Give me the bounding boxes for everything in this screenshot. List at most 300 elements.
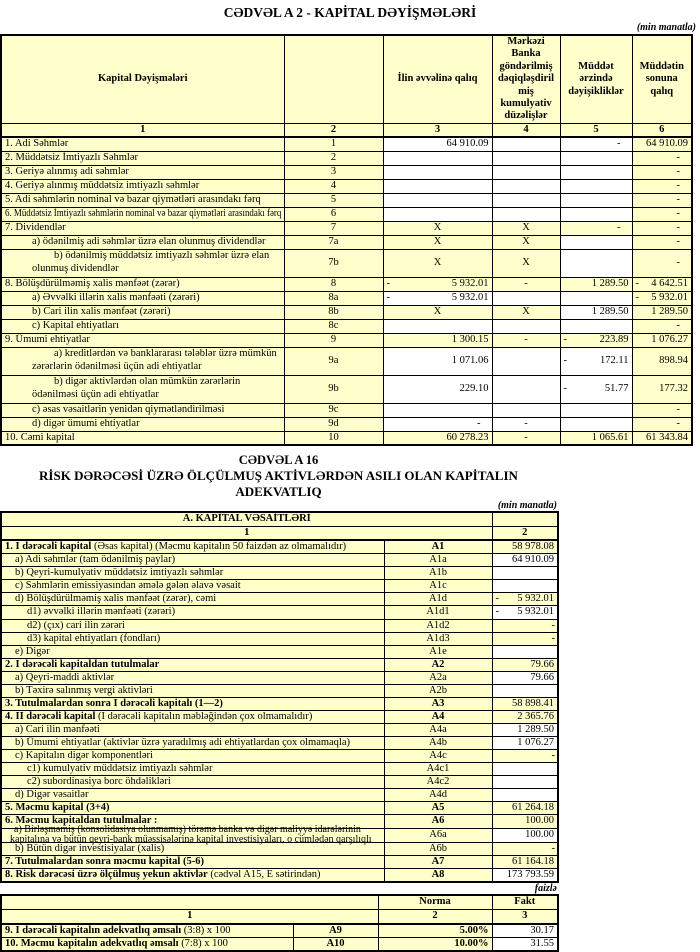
table-row	[1, 828, 558, 842]
amount: 223.89	[599, 334, 629, 346]
value-cell-amount[interactable]: 64 910.09	[492, 554, 558, 567]
row-code-cell: A4c2	[384, 776, 492, 789]
value-cell-col4: -	[492, 277, 560, 291]
value-cell-amount[interactable]	[492, 776, 558, 789]
row-code-cell: A7	[384, 855, 492, 868]
value-cell-amount[interactable]: 1 289.50	[492, 724, 558, 737]
table-row	[1, 207, 692, 221]
table-row	[1, 165, 692, 179]
value-cell-amount: -	[492, 842, 558, 855]
row-label-text: 2. Müddətsiz İmtiyazlı Səhmlər	[5, 152, 138, 164]
row-code-cell: A8	[384, 868, 492, 882]
row-label-text: 6. Məcmu kapitaldan tutulmalar :	[5, 815, 158, 827]
row-number-cell: 2	[284, 151, 383, 165]
value-cell-col4[interactable]	[492, 403, 560, 417]
row-label-text: b) Bütün digər investisiyalar (xalis)	[15, 842, 165, 854]
value-cell-col6: -	[632, 151, 692, 165]
value-cell-col4[interactable]	[492, 179, 560, 193]
table-row	[1, 868, 558, 882]
value-cell-amount: 61 164.18	[492, 855, 558, 868]
row-code-cell: A4	[384, 710, 492, 723]
value-cell-col5[interactable]	[560, 417, 632, 431]
row-number-cell: 10	[284, 431, 383, 445]
row-label-cell	[1, 305, 284, 319]
header-empty	[1, 895, 378, 910]
row-label-cell	[1, 710, 384, 723]
table-row	[1, 193, 692, 207]
row-label-text: c) Səhmlərin emissiyasından əmələ gələn əlavə vəsait	[15, 580, 241, 592]
value-cell-col6: 1 076.27	[632, 333, 692, 347]
row-code-cell: A1d2	[384, 619, 492, 632]
value-cell-amount[interactable]	[492, 789, 558, 802]
row-label-cell	[1, 671, 384, 684]
row-code-cell: A2b	[384, 684, 492, 697]
value-cell-amount: 58 978.08	[492, 540, 558, 554]
column-number: 6	[632, 123, 692, 137]
value-cell-amount	[492, 593, 558, 606]
row-label-cell	[1, 221, 284, 235]
value-cell-col4: X	[492, 221, 560, 235]
row-label-cell	[1, 333, 284, 347]
amount: 5 932.01	[517, 606, 554, 618]
value-cell-col5[interactable]	[560, 291, 632, 305]
column-number: 5	[560, 123, 632, 137]
value-cell-col5[interactable]	[560, 319, 632, 333]
value-cell-amount[interactable]	[492, 606, 558, 619]
value-cell-col5: -	[560, 221, 632, 235]
row-label-text: 4. II dərəcəli kapital (I dərəcəli kapitalın məbləğindən çox olmamalıdır)	[5, 710, 313, 722]
row-code-cell: A3	[384, 697, 492, 710]
column-number: 2	[492, 526, 558, 540]
row-label-text: c) əsas vəsaitlərin yenidən qiymətləndirilməsi	[32, 404, 225, 416]
column-number: 1	[1, 910, 378, 924]
table2-unit-note: (min manatla)	[497, 500, 557, 512]
row-label-cell	[1, 291, 284, 305]
column-header-label: Kapital Dəyişmələri	[1, 35, 284, 123]
value-cell-col4[interactable]	[492, 375, 560, 403]
row-label-text: 5. Adi səhmlərin nominal və bazar qiymətləri arasındakı fərq	[5, 194, 261, 206]
table-row	[1, 763, 558, 776]
row-code-cell: A9	[293, 924, 378, 938]
value-cell-amount[interactable]: 1 076.27	[492, 737, 558, 750]
value-cell-col5[interactable]	[560, 235, 632, 249]
section-header-empty	[492, 512, 558, 526]
row-label-cell	[1, 924, 293, 938]
table-row	[1, 658, 558, 671]
row-code-cell: A1d3	[384, 632, 492, 645]
capital-adequacy-table	[0, 511, 559, 883]
row-label-text: 1. Adi Səhmlər	[5, 138, 69, 150]
row-number-cell: 6	[284, 207, 383, 221]
minus-sign: -	[495, 593, 499, 605]
column-number: 1	[1, 123, 284, 137]
row-code-cell: A4c	[384, 750, 492, 763]
table-row	[1, 431, 692, 445]
row-code-cell: A2	[384, 658, 492, 671]
row-label-cell	[1, 151, 284, 165]
row-code-cell: A1e	[384, 645, 492, 658]
table1-unit-note: (min manatla)	[636, 22, 696, 33]
negative-amount	[633, 278, 692, 290]
value-cell-col4: X	[492, 235, 560, 249]
table1-header-row	[1, 35, 692, 123]
value-cell-col3[interactable]	[383, 193, 492, 207]
value-cell-norma: 10.00%	[378, 937, 492, 951]
clipped-label	[2, 823, 384, 845]
table-row	[1, 567, 558, 580]
value-cell-col6: -	[632, 403, 692, 417]
row-code-cell: A1a	[384, 554, 492, 567]
row-code-cell: A6b	[384, 842, 492, 855]
column-number: 2	[378, 910, 492, 924]
table-row	[1, 776, 558, 789]
value-cell-col3[interactable]: 64 910.09	[383, 137, 492, 151]
table-row	[1, 291, 692, 305]
value-cell-col3[interactable]	[383, 165, 492, 179]
column-number: 2	[284, 123, 383, 137]
value-cell-col6: -	[632, 165, 692, 179]
minus-sign: -	[386, 292, 390, 304]
value-cell-col5[interactable]	[560, 179, 632, 193]
table-row	[1, 151, 692, 165]
table-row	[1, 417, 692, 431]
table-row	[1, 789, 558, 802]
value-cell-col5[interactable]	[560, 403, 632, 417]
row-label-cell	[1, 776, 384, 789]
row-label-cell	[1, 567, 384, 580]
row-label-cell	[1, 580, 384, 593]
table-row	[1, 333, 692, 347]
row-label-text: c) Kapital ehtiyatları	[32, 320, 119, 332]
row-label-text: 7. Tutulmalardan sonra məcmu kapital (5-6)	[5, 855, 204, 867]
value-cell-col6: -	[632, 193, 692, 207]
row-code-cell: A4c1	[384, 763, 492, 776]
row-label-cell	[1, 724, 384, 737]
table3-header-row	[1, 895, 558, 910]
row-label-text: 3. Geriyə alınmış adi səhmlər	[5, 166, 129, 178]
row-label-text: c2) subordinasiya borc öhdəlikləri	[27, 776, 171, 788]
row-code-cell: A1c	[384, 580, 492, 593]
table-row	[1, 403, 692, 417]
value-cell-col6: -	[632, 417, 692, 431]
row-label-text: c1) kumulyativ müddətsiz imtiyazlı səhmlər	[27, 763, 213, 775]
row-number-cell: 8	[284, 277, 383, 291]
row-code-cell: A10	[293, 937, 378, 951]
row-number-cell: 9c	[284, 403, 383, 417]
value-cell-col4[interactable]: -	[492, 417, 560, 431]
row-code-cell: A4d	[384, 789, 492, 802]
row-label-text: d1) əvvəlki illərin mənfəəti (zərəri)	[27, 606, 176, 618]
value-cell-col3[interactable]: 1 071.06	[383, 347, 492, 375]
row-label-text: 7. Dividendlər	[5, 222, 66, 234]
table-row	[1, 684, 558, 697]
negative-amount	[561, 383, 632, 395]
table-row	[1, 375, 692, 403]
table-row	[1, 277, 692, 291]
table-row	[1, 697, 558, 710]
column-header-period-changes: Müddət ərzində dəyişikliklər	[560, 35, 632, 123]
table-row	[1, 937, 558, 951]
table-row	[1, 235, 692, 249]
value-cell-col3: X	[383, 249, 492, 277]
table3-unit-note: faizlə	[534, 882, 557, 894]
row-code-cell: A6	[384, 815, 492, 828]
table-row	[1, 319, 692, 333]
amount: 5 932.01	[517, 593, 554, 605]
row-label-cell	[1, 207, 284, 221]
value-cell-amount: -	[492, 750, 558, 763]
row-label-cell	[1, 165, 284, 179]
row-label-text: a) Cari ilin mənfəəti	[15, 724, 100, 735]
row-label-cell	[1, 193, 284, 207]
row-label-cell: b) ödənilmiş müddətsiz imtiyazlı səhmlər üzrə elan olunmuş dividendlər	[1, 249, 284, 277]
minus-sign: -	[495, 606, 499, 618]
value-cell-col6: -	[632, 221, 692, 235]
table1-title: CƏDVƏL A 2 - KAPİTAL DƏYİŞMƏLƏRİ	[223, 5, 477, 20]
value-cell-col3[interactable]	[383, 207, 492, 221]
row-label-text: b) Cari ilin xalis mənfəət (zərəri)	[32, 306, 171, 318]
minus-sign: -	[635, 278, 639, 290]
row-code-cell: A1b	[384, 567, 492, 580]
row-number-cell: 9a	[284, 347, 383, 375]
value-cell-col4[interactable]	[492, 165, 560, 179]
negative-amount	[561, 334, 632, 346]
table2-subtitle: RİSK DƏRƏCƏSİ ÜZRƏ ÖLÇÜLMUŞ AKTİVLƏRDƏN ASILI OLAN KAPİTALIN ADEKVATLIQ	[39, 468, 518, 500]
table3-column-number-row	[1, 910, 558, 924]
row-number-cell: 9b	[284, 375, 383, 403]
row-label-text: 10. Cəmi kapital	[5, 431, 75, 443]
value-cell-col6: 1 289.50	[632, 305, 692, 319]
table-row	[1, 305, 692, 319]
value-cell-col4[interactable]	[492, 319, 560, 333]
row-label-cell	[1, 235, 284, 249]
table-row	[1, 710, 558, 723]
value-cell-norma: 5.00%	[378, 924, 492, 938]
row-number-cell: 7b	[284, 249, 383, 277]
value-cell-col4[interactable]	[492, 291, 560, 305]
value-cell-amount[interactable]: 173 793.59	[492, 868, 558, 882]
value-cell-amount[interactable]: 100.00	[492, 828, 558, 842]
value-cell-amount[interactable]	[492, 684, 558, 697]
row-label-cell	[1, 619, 384, 632]
value-cell-col5[interactable]	[560, 207, 632, 221]
value-cell-col3[interactable]	[383, 403, 492, 417]
table1-column-number-row	[1, 123, 692, 137]
table-row	[1, 737, 558, 750]
row-label-cell: a) kreditlərdən və banklararası tələblər üzrə mümkün zərərlərin ödənilməsi üçün adi ehtiyatlar	[1, 347, 284, 375]
row-code-cell: A5	[384, 802, 492, 815]
value-cell-col4: X	[492, 305, 560, 319]
minus-sign: -	[563, 383, 567, 395]
value-cell-amount[interactable]	[492, 567, 558, 580]
value-cell-col5[interactable]	[560, 165, 632, 179]
row-label-text: d) Bölüşdürülməmiş xalis mənfəət (zərər), cəmi	[15, 593, 217, 605]
value-cell-col4[interactable]	[492, 193, 560, 207]
row-code-cell: A6a	[384, 828, 492, 842]
column-header-opening-balance: İlin əvvəlinə qalıq	[383, 35, 492, 123]
value-cell-col6: 177.32	[632, 375, 692, 403]
row-label-text: d3) kapital ehtiyatları (fondları)	[27, 632, 161, 644]
row-label-text: 10. Məcmu kapitalın adekvatlıq əmsalı (7:8) x 100	[5, 937, 228, 949]
row-code-cell: A1d1	[384, 606, 492, 619]
value-cell-col6: 898.94	[632, 347, 692, 375]
row-label-cell	[1, 750, 384, 763]
negative-amount	[493, 593, 558, 605]
value-cell-fakt[interactable]: 30.17	[492, 924, 558, 938]
value-cell-amount: -	[492, 632, 558, 645]
amount: 4 642.51	[651, 278, 688, 290]
value-cell-col4[interactable]	[492, 151, 560, 165]
row-label-text: a) Qeyri-maddi aktivlər	[15, 671, 115, 683]
row-number-cell: 9	[284, 333, 383, 347]
row-label-cell	[1, 417, 284, 431]
row-label-text: c) Kapitalın digər komponentləri	[15, 750, 153, 762]
value-cell-col5: 1 065.61	[560, 431, 632, 445]
row-number-cell: 4	[284, 179, 383, 193]
value-cell-col5[interactable]: 1 289.50	[560, 305, 632, 319]
table-row	[1, 802, 558, 815]
row-number-cell: 8b	[284, 305, 383, 319]
value-cell-amount[interactable]	[492, 580, 558, 593]
table-row	[1, 645, 558, 658]
negative-amount	[633, 292, 692, 304]
row-label-text: 8. Bölüşdürülməmiş xalis mənfəət (zərər)	[5, 278, 180, 290]
row-label-text: 1. I dərəcəli kapital (Əsas kapital) (Məcmu kapitalın 50 faizdən az olmamalıdır)	[5, 541, 347, 553]
row-label-cell	[1, 737, 384, 750]
value-cell-amount[interactable]	[492, 763, 558, 776]
row-label-text: 2. I dərəcəli kapitaldan tutulmalar	[5, 658, 160, 670]
minus-sign: -	[386, 278, 390, 290]
row-label-text: 8. Risk dərəcəsi üzrə ölçülmuş yekun aktivlər (cədvəl A15, E sətirindən)	[5, 868, 321, 880]
value-cell-col6: -	[632, 235, 692, 249]
value-cell-col6: -	[632, 319, 692, 333]
table-row	[1, 750, 558, 763]
value-cell-col3[interactable]	[383, 319, 492, 333]
row-label-cell	[1, 645, 384, 658]
row-label-cell	[1, 593, 384, 606]
row-label-cell	[1, 789, 384, 802]
value-cell-col3[interactable]	[383, 151, 492, 165]
row-label-text: 5. Məcmu kapital (3+4)	[5, 802, 110, 814]
column-number: 3	[492, 910, 558, 924]
minus-sign: -	[563, 334, 567, 346]
value-cell-col5[interactable]	[560, 375, 632, 403]
value-cell-amount: 100.00	[492, 815, 558, 828]
value-cell-col5[interactable]	[560, 249, 632, 277]
column-number: 1	[1, 526, 492, 540]
value-cell-col5[interactable]: -	[560, 137, 632, 151]
amount: 5 932.01	[651, 292, 688, 304]
value-cell-col3[interactable]: 229.10	[383, 375, 492, 403]
table-row	[1, 249, 692, 277]
value-cell-col3: X	[383, 305, 492, 319]
table2-section-header-row	[1, 512, 558, 526]
table-row	[1, 724, 558, 737]
value-cell-col3[interactable]: -	[383, 417, 492, 431]
row-label-cell	[1, 684, 384, 697]
row-label-cell	[1, 540, 384, 554]
capital-changes-table	[0, 34, 693, 446]
row-label-text: 4. Geriyə alınmış müddətsiz imtiyazlı səhmlər	[5, 180, 200, 192]
column-number: 3	[383, 123, 492, 137]
row-number-cell: 1	[284, 137, 383, 151]
table-row	[1, 924, 558, 938]
table-row	[1, 540, 558, 554]
table-row	[1, 632, 558, 645]
value-cell-amount[interactable]	[492, 645, 558, 658]
amount: 5 932.01	[451, 278, 489, 290]
row-label-text: d) digər ümumi ehtiyatlar	[32, 418, 140, 430]
table2-title: CƏDVƏL A 16	[238, 453, 319, 468]
value-cell-col4[interactable]	[492, 207, 560, 221]
row-label-text: e) Digər	[15, 645, 50, 657]
value-cell-col5: 1 289.50	[560, 277, 632, 291]
column-header-fakt: Fakt	[492, 895, 558, 910]
amount: 5 932.01	[451, 292, 489, 304]
column-header-closing-balance: Müddətin sonuna qalıq	[632, 35, 692, 123]
row-label-text: d) Digər vəsaitlər	[15, 789, 89, 801]
value-cell-col6: -	[632, 249, 692, 277]
value-cell-col4: -	[492, 333, 560, 347]
column-header-norma: Norma	[378, 895, 492, 910]
value-cell-col3: X	[383, 221, 492, 235]
row-number-cell: 8a	[284, 291, 383, 305]
table-row	[1, 137, 692, 151]
row-label-cell	[1, 277, 284, 291]
value-cell-col5	[560, 333, 632, 347]
row-label-text: 6. Müddətsiz İmtiyazlı səhmlərin nominal və bazar qiymətləri arasındakı fərq	[5, 208, 282, 220]
value-cell-col3[interactable]	[383, 179, 492, 193]
table-row	[1, 347, 692, 375]
table-row	[1, 593, 558, 606]
row-label-cell	[1, 319, 284, 333]
value-cell-col5[interactable]	[560, 151, 632, 165]
table-row	[1, 554, 558, 567]
row-label-cell	[1, 632, 384, 645]
value-cell-col5[interactable]	[560, 193, 632, 207]
row-code-cell: A2a	[384, 671, 492, 684]
row-label-cell	[1, 763, 384, 776]
value-cell-col5[interactable]	[560, 347, 632, 375]
amount: 172.11	[600, 355, 629, 367]
row-code-cell: A4b	[384, 737, 492, 750]
row-number-cell: 5	[284, 193, 383, 207]
row-label-text: a) Adi səhmlər (tam ödənilmiş paylar)	[15, 554, 176, 566]
row-label-cell	[1, 823, 384, 845]
row-label-text: 3. Tutulmalardan sonra I dərəcəli kapitalı (1—2)	[5, 697, 223, 709]
row-label-text: b) Ümumi ehtiyatlar (aktivlər üzrə yaradılmış adi ehtiyatlardan çox olmamaqla)	[15, 737, 351, 749]
value-cell-col6	[632, 277, 692, 291]
table-row	[1, 221, 692, 235]
row-label-cell: b) digər aktivlərdən olan mümkün zərərlərin ödənilməsi üçün adi ehtiyatlar	[1, 375, 284, 403]
value-cell-fakt[interactable]: 31.55	[492, 937, 558, 951]
table-row	[1, 671, 558, 684]
column-header-central-bank-adjustments: Mərkəzi Banka göndərilmiş dəqiqləşdirilmiş kumulyativ düzəlişlər	[492, 35, 560, 123]
table-row	[1, 606, 558, 619]
column-header-empty	[284, 35, 383, 123]
value-cell-col4[interactable]	[492, 137, 560, 151]
row-label-text: d2) (çıx) cari ilin zərəri	[27, 619, 125, 631]
value-cell-col4[interactable]	[492, 347, 560, 375]
row-label-text: a) Birləşməmiş (konsolidasiya olunmamış) törəmə banka və digər maliyyə idarələrinin kapitalına və bütün qeyri-bank müəssisələrinə kapital investisiyaları, o cümlədən qarşılıqlı	[10, 823, 372, 845]
value-cell-amount[interactable]: 79.66	[492, 671, 558, 684]
row-label-text: b) Qeyri-kumulyativ müddətsiz imtiyazlı səhmlər	[15, 567, 224, 579]
row-number-cell: 3	[284, 165, 383, 179]
table2-titles	[0, 453, 557, 500]
value-cell-col3[interactable]	[383, 291, 492, 305]
row-label-cell	[1, 554, 384, 567]
amount: 51.77	[604, 383, 629, 395]
